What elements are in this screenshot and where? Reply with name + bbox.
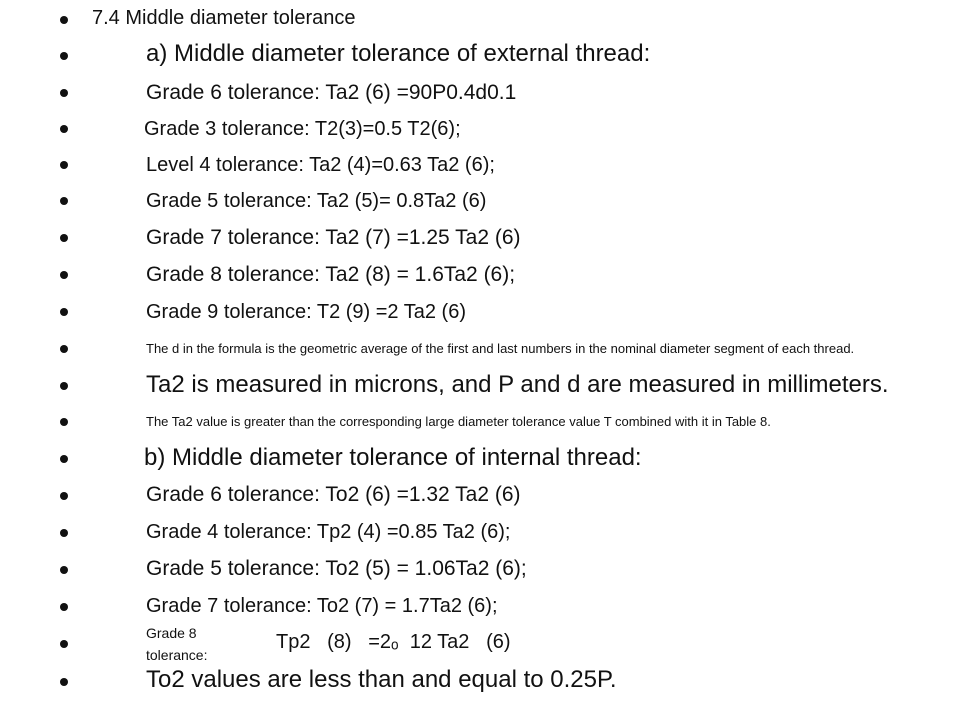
text-line: Grade 6 tolerance: Ta2 (6) =90P0.4d0.1 — [146, 81, 517, 104]
subsection-heading: a) Middle diameter tolerance of external thread: — [146, 40, 651, 67]
bullet-dot — [60, 16, 68, 24]
bullet-line — [0, 520, 960, 548]
text-line: Grade 7 tolerance: Ta2 (7) =1.25 Ta2 (6) — [146, 226, 521, 249]
bullet-line — [0, 116, 960, 144]
bullet-dot — [60, 603, 68, 611]
section-heading: 7.4 Middle diameter tolerance — [92, 7, 356, 29]
bullet-line — [0, 340, 960, 360]
bullet-dot — [60, 52, 68, 60]
note-line: The Ta2 value is greater than the corresponding large diameter tolerance value T combined with it in Table 8. — [146, 414, 771, 429]
bullet-dot — [60, 529, 68, 537]
bullet-dot — [60, 345, 68, 353]
bullet-dot — [60, 566, 68, 574]
text-line: Grade 9 tolerance: T2 (9) =2 Ta2 (6) — [146, 301, 466, 323]
bullet-line — [0, 666, 960, 700]
bullet-dot — [60, 89, 68, 97]
bullet-dot — [60, 418, 68, 426]
bullet-dot — [60, 382, 68, 390]
text-line: Level 4 tolerance: Ta2 (4)=0.63 Ta2 (6); — [146, 154, 495, 176]
text-line: Grade 3 tolerance: T2(3)=0.5 T2(6); — [144, 118, 461, 140]
bullet-dot — [60, 678, 68, 686]
bullet-dot — [60, 161, 68, 169]
bullet-line — [0, 38, 960, 72]
bullet-line — [0, 79, 960, 109]
bullet-line — [0, 624, 960, 668]
text-line: Grade 8 tolerance: Ta2 (8) = 1.6Ta2 (6); — [146, 263, 516, 286]
text-line: Grade 7 tolerance: To2 (7) = 1.7Ta2 (6); — [146, 595, 498, 617]
bullet-line — [0, 482, 960, 512]
bullet-line — [0, 413, 960, 433]
bullet-line — [0, 6, 960, 34]
grade8-label-line1: Grade 8 — [146, 625, 197, 641]
subsection-heading: b) Middle diameter tolerance of internal thread: — [144, 444, 642, 471]
grade8-label-line2: tolerance: — [146, 647, 208, 663]
text-line: To2 values are less than and equal to 0.25P. — [146, 666, 617, 693]
bullet-dot — [60, 125, 68, 133]
bullet-dot — [60, 640, 68, 648]
bullet-line — [0, 443, 960, 477]
bullet-dot — [60, 455, 68, 463]
bullet-dot — [60, 271, 68, 279]
text-line: Grade 6 tolerance: To2 (6) =1.32 Ta2 (6) — [146, 483, 521, 506]
bullet-line — [0, 556, 960, 586]
bullet-dot — [60, 492, 68, 500]
bullet-dot — [60, 234, 68, 242]
bullet-line — [0, 594, 960, 622]
text-line: Grade 4 tolerance: Tp2 (4) =0.85 Ta2 (6); — [146, 521, 511, 543]
bullet-line — [0, 261, 960, 291]
grade8-formula: Tp2 (8) =2ₒ 12 Ta2 (6) — [276, 631, 511, 653]
bullet-line — [0, 299, 960, 327]
text-line: Ta2 is measured in microns, and P and d are measured in millimeters. — [146, 371, 889, 398]
bullet-dot — [60, 197, 68, 205]
bullet-line — [0, 188, 960, 216]
bullet-line — [0, 370, 960, 404]
bullet-line — [0, 152, 960, 180]
bullet-line — [0, 224, 960, 254]
text-line: Grade 5 tolerance: Ta2 (5)= 0.8Ta2 (6) — [146, 190, 487, 212]
note-line: The d in the formula is the geometric average of the first and last numbers in the nominal diameter segment of each thread. — [146, 341, 855, 356]
bullet-dot — [60, 308, 68, 316]
text-line: Grade 5 tolerance: To2 (5) = 1.06Ta2 (6); — [146, 557, 527, 580]
